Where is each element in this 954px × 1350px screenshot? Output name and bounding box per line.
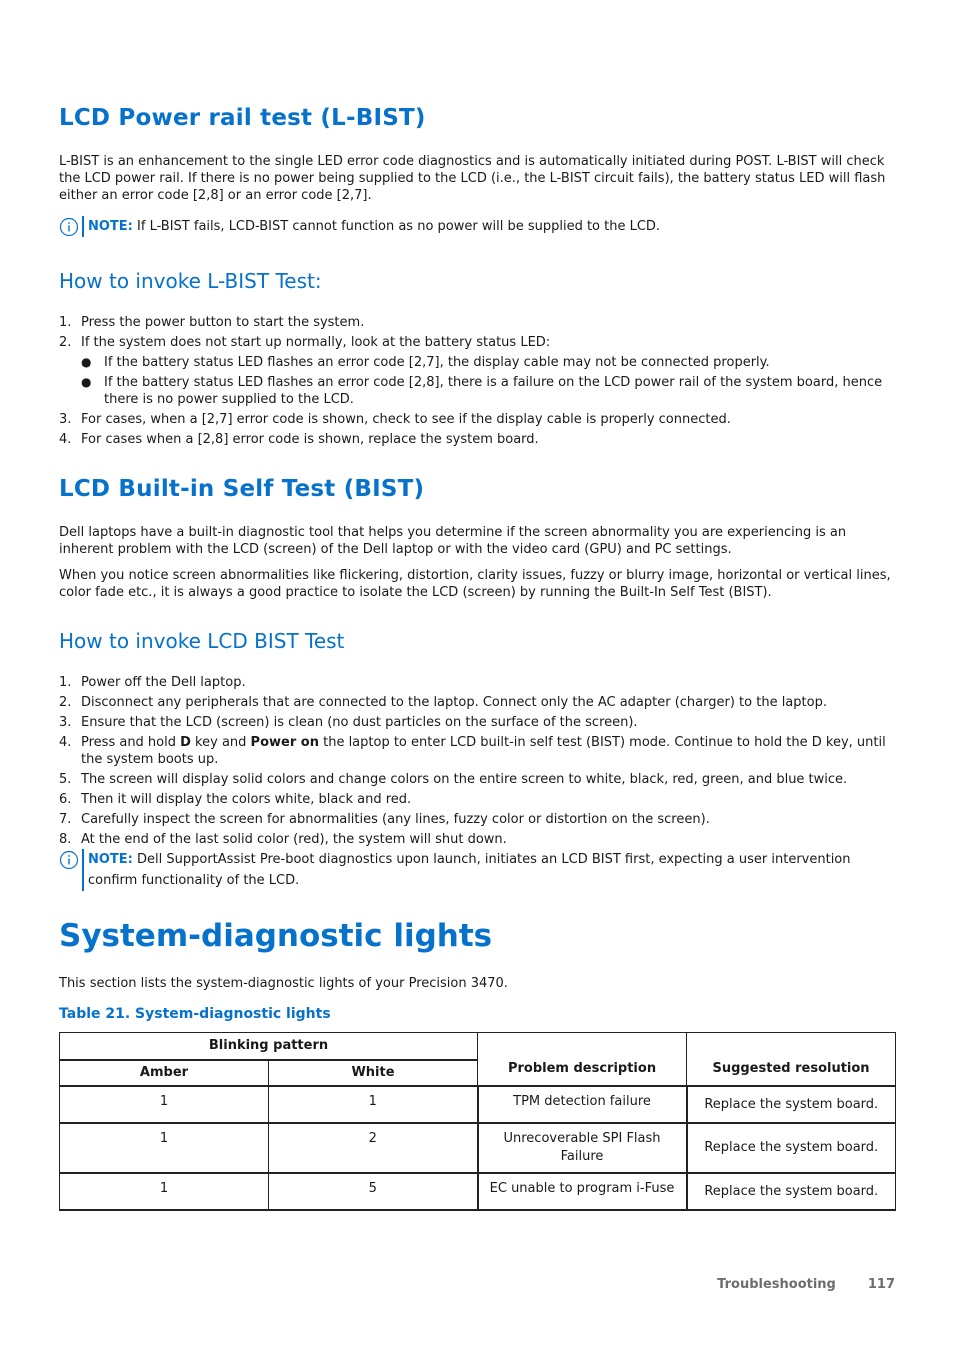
section-title-lbist: LCD Power rail test (L-BIST): [59, 105, 426, 131]
note-bar: [82, 849, 84, 891]
bullet-item: [81, 354, 895, 371]
howto-bist-title: How to invoke LCD BIST Test: [59, 629, 345, 653]
cell-resolution: Replace the system board.: [687, 1086, 896, 1123]
lbist-note: [59, 216, 895, 237]
list-item: [59, 431, 895, 448]
step-number: 3.: [59, 715, 72, 730]
list-item: [59, 811, 895, 828]
info-icon: [59, 217, 79, 237]
page-footer: [717, 1276, 895, 1293]
lbist-bullets: [81, 354, 895, 408]
step-text: If the system does not start up normally, look at the battery status LED:: [81, 335, 551, 350]
step-text: key and: [190, 735, 251, 750]
bullet-text: If the battery status LED flashes an error code [2,8], there is a failure on the LCD power rail of the system board, hence there is no power supplied to the LCD.: [104, 375, 883, 407]
cell-white: 1: [269, 1086, 478, 1123]
step-text: Then it will display the colors white, black and red.: [81, 792, 412, 807]
step-number: 4.: [59, 735, 72, 750]
step-text: For cases, when a [2,7] error code is shown, check to see if the display cable is properly connected.: [81, 412, 731, 427]
note-bar: [82, 216, 84, 237]
note-text: [88, 849, 895, 891]
note-label: NOTE:: [88, 852, 133, 867]
cell-white: 5: [269, 1173, 478, 1210]
header-amber: Amber: [60, 1060, 269, 1086]
list-item: [59, 734, 895, 768]
table-row: [60, 1086, 896, 1123]
table-row: [60, 1173, 896, 1210]
cell-white: 2: [269, 1123, 478, 1173]
step-number: 4.: [59, 432, 72, 447]
step-text: At the end of the last solid color (red), the system will shut down.: [81, 832, 507, 847]
step-text: Disconnect any peripherals that are connected to the laptop. Connect only the AC adapter (charger) to the laptop.: [81, 695, 827, 710]
step-number: 7.: [59, 812, 72, 827]
step-text: Power off the Dell laptop.: [81, 675, 246, 690]
power-on-text: Power on: [250, 735, 319, 750]
list-item: [59, 791, 895, 808]
step-number: 2.: [59, 695, 72, 710]
header-suggested-resolution: Suggested resolution: [687, 1033, 896, 1087]
list-item: [59, 714, 895, 731]
howto-lbist-title: How to invoke L-BIST Test:: [59, 269, 322, 293]
list-item: [59, 411, 895, 428]
step-text: Press and hold: [81, 735, 181, 750]
diag-intro: This section lists the system-diagnostic lights of your Precision 3470.: [59, 976, 508, 991]
header-problem-description: Problem description: [478, 1033, 687, 1087]
bullet-item: [81, 374, 895, 408]
cell-problem: EC unable to program i-Fuse: [478, 1173, 687, 1210]
cell-amber: 1: [60, 1123, 269, 1173]
header-white: White: [269, 1060, 478, 1086]
info-icon: [59, 850, 79, 870]
step-text: Ensure that the LCD (screen) is clean (no dust particles on the surface of the screen).: [81, 715, 638, 730]
list-item: [59, 334, 895, 408]
step-number: 3.: [59, 412, 72, 427]
footer-section: Troubleshooting: [717, 1277, 836, 1292]
bist-para-1: Dell laptops have a built-in diagnostic tool that helps you determine if the screen abnormality you are experiencing is an inherent problem with the LCD (screen) of the Dell laptop or with the video card (GPU) and PC settings.: [59, 525, 847, 557]
step-number: 2.: [59, 335, 72, 350]
section-title-bist: LCD Built-in Self Test (BIST): [59, 476, 425, 502]
cell-resolution: Replace the system board.: [687, 1123, 896, 1173]
key-d: D: [180, 735, 191, 750]
step-text: the laptop to enter LCD built-in self test (BIST) mode. Continue to hold the D key, until the system boots up.: [81, 735, 886, 767]
cell-amber: 1: [60, 1086, 269, 1123]
cell-problem: Unrecoverable SPI Flash Failure: [478, 1123, 687, 1173]
step-number: 6.: [59, 792, 72, 807]
table-caption: Table 21. System-diagnostic lights: [59, 1006, 331, 1022]
page-number: 117: [867, 1277, 895, 1292]
cell-problem: TPM detection failure: [478, 1086, 687, 1123]
bullet-text: If the battery status LED flashes an error code [2,7], the display cable may not be connected properly.: [104, 355, 770, 370]
list-item: [59, 771, 895, 788]
bist-note: [59, 849, 895, 891]
cell-resolution: Replace the system board.: [687, 1173, 896, 1210]
step-number: 1.: [59, 315, 72, 330]
bist-para-2: When you notice screen abnormalities like flickering, distortion, clarity issues, fuzzy or blurry image, horizontal or vertical lines, color fade etc., it is always a good practice to isolate the LCD (screen) by running the Built-In Self Test (BIST).: [59, 568, 891, 600]
step-text: The screen will display solid colors and change colors on the entire screen to white, black, red, green, and blue twice.: [81, 772, 848, 787]
step-number: 8.: [59, 832, 72, 847]
header-blinking-pattern: Blinking pattern: [60, 1033, 478, 1061]
table-row: [60, 1123, 896, 1173]
step-number: 5.: [59, 772, 72, 787]
bullet-icon: ●: [81, 355, 92, 369]
diagnostic-lights-table: [59, 1032, 896, 1211]
section-title-diag: System-diagnostic lights: [59, 918, 493, 954]
cell-amber: 1: [60, 1173, 269, 1210]
step-text: For cases when a [2,8] error code is shown, replace the system board.: [81, 432, 539, 447]
table-header-row: [60, 1033, 896, 1061]
list-item: [59, 314, 895, 331]
bullet-icon: ●: [81, 375, 92, 389]
step-text: Carefully inspect the screen for abnormalities (any lines, fuzzy color or distortion on the screen).: [81, 812, 710, 827]
list-item: [59, 674, 895, 691]
note-body: If L-BIST fails, LCD-BIST cannot function as no power will be supplied to the LCD.: [132, 219, 661, 234]
lbist-steps: [59, 314, 895, 451]
bist-steps: [59, 674, 895, 851]
note-body: Dell SupportAssist Pre-boot diagnostics upon launch, initiates an LCD BIST first, expecting a user intervention confirm functionality of the LCD.: [88, 852, 851, 888]
lbist-intro: L-BIST is an enhancement to the single LED error code diagnostics and is automatically initiated during POST. L-BIST will check the LCD power rail. If there is no power being supplied to the LCD (i.e., the L-BIST circuit fails), the battery status LED will flash either an error code [2,8] or an error code [2,7].: [59, 154, 886, 203]
note-text: [88, 216, 895, 237]
list-item: [59, 831, 895, 848]
step-number: 1.: [59, 675, 72, 690]
list-item: [59, 694, 895, 711]
step-text: Press the power button to start the system.: [81, 315, 365, 330]
note-label: NOTE:: [88, 219, 133, 234]
